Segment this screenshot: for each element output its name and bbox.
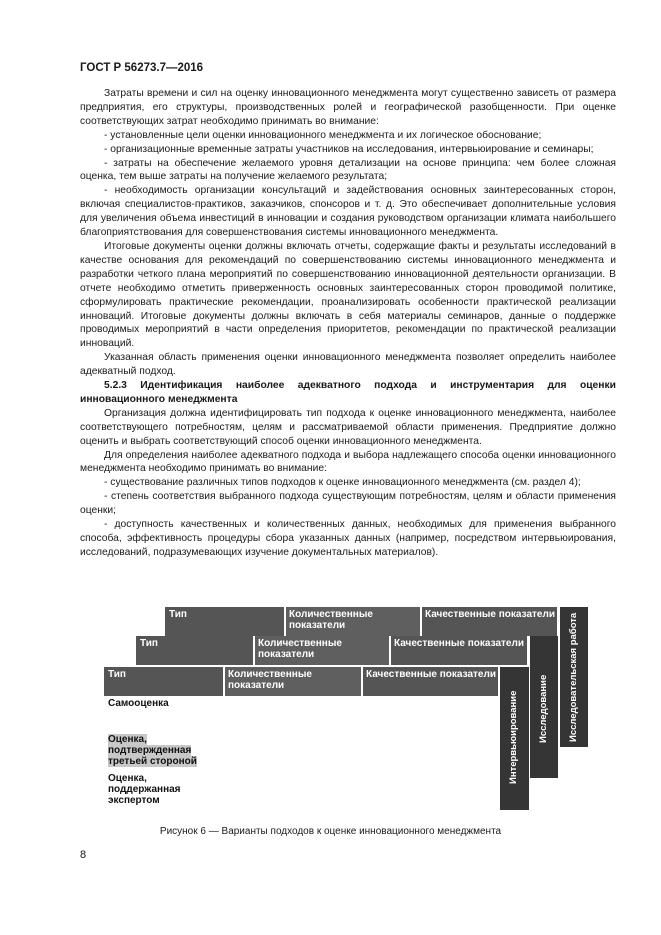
bar2-type (136, 636, 254, 665)
list-item: - степень соответствия выбранного подхода существующим потребностям, целям и области применения оценки; (80, 491, 616, 517)
bar2-divider (253, 636, 255, 665)
bar3-divider (361, 667, 363, 696)
column-interview-label: Интервьюирование (508, 690, 519, 784)
bar2-quant (254, 636, 390, 665)
figure-caption: Рисунок 6 — Варианты подходов к оценке инновационного менеджмента (159, 826, 502, 837)
page-number: 8 (80, 849, 87, 861)
paragraph: Для определения наиболее адекватного подхода и выбора надлежащего способа оценки инновационного менеджмента необходимо принимать во внимание: (80, 449, 616, 475)
bar3-qual-label: Качественные показатели (366, 669, 496, 680)
bar1-quant (285, 607, 421, 636)
column-research-work-label: Исследовательская работа (568, 612, 579, 742)
row-label-third-party-text: Оценка, подтвержденная третьей стороной (108, 734, 197, 767)
row-label-expert-text: Оценка, поддержанная экспертом (108, 773, 181, 806)
paragraph: Итоговые документы оценки должны включать отчеты, содержащие факты и результаты исследований в качестве основания для рекомендаций по совершенствованию системы инновационного менеджмента и разработки четкого плана мероприятий по совершенствованию инновационной деятельности организации. В отчете необходимо отметить приверженность основных заинтересованных сторон проводимой политике, сформулировать практические рекомендации, проанализировать особенности практической реализации инноваций. Итоговые документы должны включать в себя материалы семинаров, данные о поддержке проводимых мероприятий в части определения приоритетов, рекомендации по практической реализации инноваций. (80, 240, 616, 350)
bar2-type-label: Тип (140, 638, 158, 649)
bar1-qual (421, 607, 557, 636)
list-item: - затраты на обеспечение желаемого уровня детализации на основе принципа: чем более сложная оценка, тем выше затраты на получение желаемого результата; (80, 157, 616, 183)
row-label-third-party (108, 734, 208, 767)
list-item: - существование различных типов подходов к оценке инновационного менеджмента (см. раздел 4); (104, 477, 581, 489)
bar1-type (165, 607, 285, 636)
bar3-divider (223, 667, 225, 696)
bar2-divider (389, 636, 391, 665)
bar3-type-label: Тип (108, 669, 126, 680)
bar1-quant-label: Количественные показатели (289, 609, 373, 631)
list-item: - установленные цели оценки инновационного менеджмента и их логическое обоснование; (104, 129, 542, 141)
main-text (80, 87, 616, 560)
bar2-qual (390, 636, 527, 665)
column-research-label: Исследование (538, 674, 549, 743)
bar1-qual-label: Качественные показатели (425, 609, 555, 620)
row-label-self-text: Самооценка (108, 698, 169, 709)
paragraph: Затраты времени и сил на оценку инновационного менеджмента могут существенно зависеть от размера предприятия, его структуры, производственных ролей и географической разобщенности. При оценке соответствующих затрат необходимо принимать во внимание: (80, 88, 616, 127)
list-item: - необходимость организации консультаций и задействования основных заинтересованных сторон, включая специалистов-практиков, заказчиков, спонсоров и т. д. Это обеспечивает дополнительные условия для увеличения объема инвестиций в инновации и создания руководством организации климата наибольшего благоприятствования для совершенствования системы инновационного менеджмента. (80, 185, 616, 239)
column-interview (500, 667, 529, 810)
column-research-work (560, 607, 588, 747)
document-header: ГОСТ Р 56273.7—2016 (80, 62, 204, 74)
bar3-quant (224, 667, 362, 696)
bar3-qual (362, 667, 498, 696)
paragraph: Указанная область применения оценки инновационного менеджмента позволяет определить наиболее адекватный подход. (80, 352, 616, 378)
bar2-quant-label: Количественные показатели (258, 638, 342, 660)
section-heading: 5.2.3 Идентификация наиболее адекватного подхода и инструментария для оценки инновационного менеджмента (80, 380, 616, 405)
bar2-qual-label: Качественные показатели (394, 638, 524, 649)
bar1-divider (420, 607, 422, 636)
bar3-type (104, 667, 224, 696)
row-label-expert (108, 773, 186, 806)
bar3-quant-label: Количественные показатели (228, 669, 312, 691)
row-label-self (108, 698, 258, 709)
paragraph: Организация должна идентифицировать тип подхода к оценке инновационного менеджмента, наиболее соответствующего потребностям, целям и рассматриваемой области применения. Предприятие должно оценить и выбрать соответствующий способ оценки инновационного менеджмента. (80, 407, 616, 447)
bar1-type-label: Тип (169, 609, 187, 620)
bar1-divider (284, 607, 286, 636)
list-item: - доступность качественных и количественных данных, необходимых для применения выбранного способа, эффективность процедуры сбора указанных данных (например, посредством интервьюирования, исследований, подразумевающих изучение документальных материалов). (80, 519, 616, 558)
column-research (530, 636, 558, 778)
list-item: - организационные временные затраты участников на исследования, интервьюирование и семинары; (104, 143, 594, 155)
